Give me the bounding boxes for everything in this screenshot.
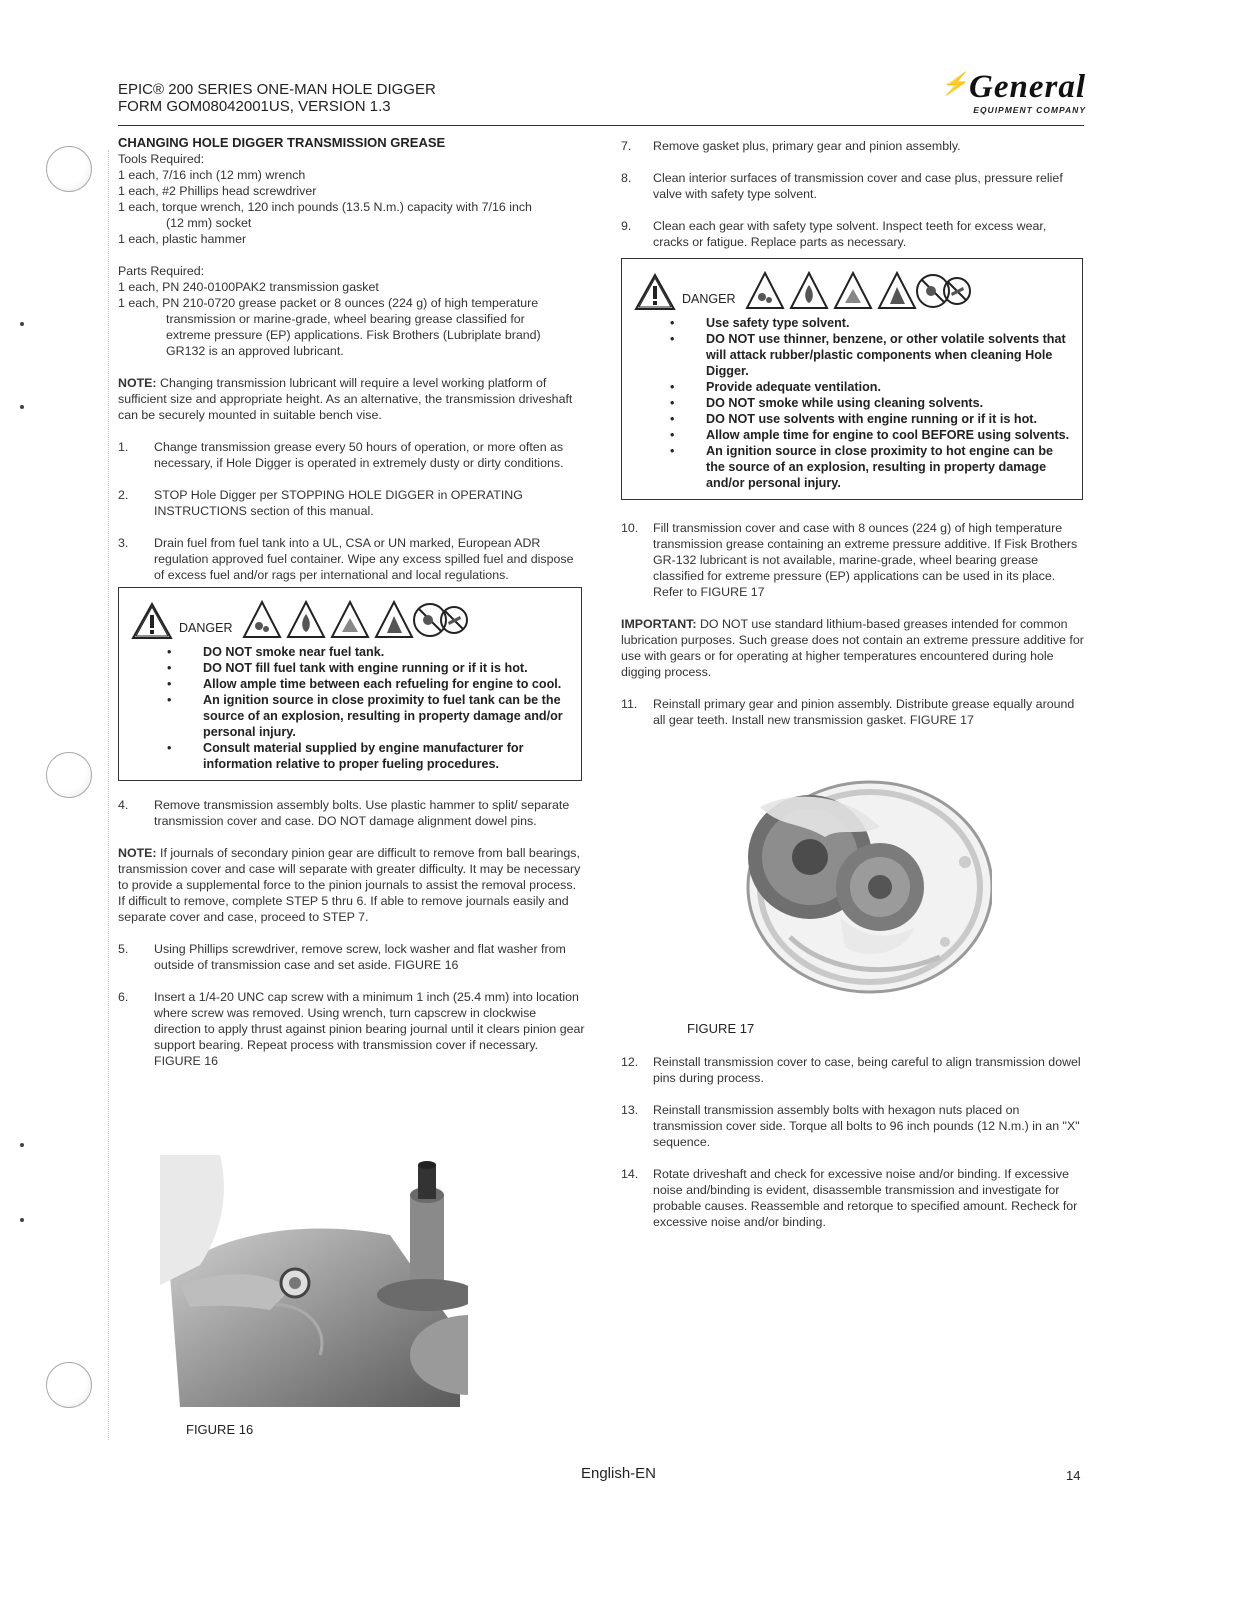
step-text: Rotate driveshaft and check for excessive noise and/or binding. If excessive noise and/binding is evident, disassemble transmission and investigate for probable causes. Reassemble and retorque to specified amount. Recheck for excessive noise and/or binding. (653, 1167, 1078, 1229)
figure-17-caption: FIGURE 17 (687, 1021, 755, 1036)
note-label: NOTE: (118, 846, 157, 860)
tools-label: Tools Required: (118, 152, 205, 166)
part-item: 1 each, PN 210-0720 grease packet or 8 ounces (224 g) of high temperature (118, 296, 539, 310)
danger-item: • DO NOT use solvents with engine running or if it is hot. (670, 411, 1070, 427)
part-item-continued: transmission or marine-grade, wheel bearing grease classified for (166, 312, 525, 326)
step-number: 2. (118, 488, 129, 502)
danger-item: • Allow ample time between each refueling for engine to cool. (167, 676, 569, 692)
logo-arrow-icon: ⚡ (940, 71, 969, 96)
left-column (118, 135, 586, 1085)
right-column (621, 138, 1084, 744)
margin-line (108, 150, 109, 1440)
step-text: Reinstall transmission assembly bolts with hexagon nuts placed on transmission cover side. Torque all bolts to 96 inch pounds (12 N.m.) in an "X" sequence. (653, 1103, 1080, 1149)
logo-subtitle: EQUIPMENT COMPANY (973, 105, 1086, 115)
important-note (621, 616, 1084, 680)
step-text: STOP Hole Digger per STOPPING HOLE DIGGER in OPERATING INSTRUCTIONS section of this manual. (154, 488, 523, 518)
step-number: 12. (621, 1055, 639, 1069)
step-number: 13. (621, 1103, 639, 1117)
note-text: Changing transmission lubricant will require a level working platform of sufficient size and appropriate height. As an alternative, the transmission driveshaft can be securely mounted in suitable bench vise. (118, 376, 573, 422)
scan-mark (20, 405, 24, 409)
figure-16-caption: FIGURE 16 (186, 1422, 254, 1437)
binder-hole-top (46, 146, 92, 192)
tool-item-continued: (12 mm) socket (166, 216, 252, 230)
step-text: Fill transmission cover and case with 8 ounces (224 g) of high temperature transmission grease containing an extreme pressure additive. If Fisk Brothers GR-132 lubricant is not available, marine-grade, wheel bearing grease classified for extreme pressure (EP) applications can be used in its place. Refer to FIGURE 17 (653, 521, 1078, 599)
step-5 (118, 941, 586, 973)
warning-triangle-icon (131, 602, 173, 640)
step-number: 9. (621, 219, 632, 233)
step-2 (118, 487, 586, 519)
danger-item: • DO NOT smoke while using cleaning solvents. (670, 395, 1070, 411)
danger-item: • DO NOT fill fuel tank with engine running or if it is hot. (167, 660, 569, 676)
step-6 (118, 989, 586, 1069)
tool-item: 1 each, torque wrench, 120 inch pounds (13.5 N.m.) capacity with 7/16 inch (118, 200, 532, 214)
header-title-line2: FORM GOM08042001US, VERSION 1.3 (118, 98, 391, 115)
note-label: NOTE: (118, 376, 157, 390)
step-text: Drain fuel from fuel tank into a UL, CSA or UN marked, European ADR regulation approved fuel container. Wipe any excess spilled fuel and dispose of excess fuel and/or rags per international and local regulations. (154, 536, 574, 582)
header-title-line1: EPIC® 200 SERIES ONE-MAN HOLE DIGGER (118, 81, 436, 98)
step-text: Clean each gear with safety type solvent. Inspect teeth for excess wear, cracks or fatigue. Replace parts as necessary. (653, 219, 1047, 249)
hazard-symbols-icon (745, 271, 971, 311)
hazard-symbols-icon (242, 600, 468, 640)
parts-label: Parts Required: (118, 264, 205, 278)
step-11 (621, 696, 1084, 728)
step-number: 4. (118, 798, 129, 812)
scan-mark (20, 1143, 24, 1147)
warning-triangle-icon (634, 273, 676, 311)
note-journals (118, 845, 586, 925)
footer-language: English-EN (580, 1465, 657, 1482)
important-text: DO NOT use standard lithium-based greases intended for common lubrication purposes. Such grease does not contain an extreme pressure additive for use with gears or for operating at higher temperatures encountered during hole digging process. (621, 617, 1084, 679)
step-number: 1. (118, 440, 129, 454)
part-item: 1 each, PN 240-0100PAK2 transmission gasket (118, 280, 379, 294)
note-text: If journals of secondary pinion gear are difficult to remove from ball bearings, transmission cover and case will separate with greater difficulty. It may be necessary to provide a supplemental force to the pinion journals to assist the removal process. If difficult to remove, complete STEP 5 thru 6. If able to remove journals easily and separate cover and case, proceed to STEP 7. (118, 846, 581, 924)
right-column-lower (621, 1054, 1084, 1246)
step-14 (621, 1166, 1084, 1230)
section-heading: CHANGING HOLE DIGGER TRANSMISSION GREASE (118, 135, 446, 150)
step-number: 3. (118, 536, 129, 550)
step-number: 7. (621, 139, 632, 153)
figure-17-photo (730, 767, 992, 999)
important-label: IMPORTANT: (621, 617, 697, 631)
tool-item: 1 each, #2 Phillips head screwdriver (118, 184, 317, 198)
part-item-continued: GR132 is an approved lubricant. (166, 344, 344, 358)
step-number: 11. (621, 697, 638, 711)
step-10 (621, 520, 1084, 600)
company-logo (926, 66, 1086, 115)
step-3 (118, 535, 586, 583)
danger-list (634, 315, 1070, 491)
note-platform (118, 375, 586, 423)
step-9 (621, 218, 1084, 250)
danger-box-solvent (621, 258, 1083, 500)
danger-item: • DO NOT use thinner, benzene, or other volatile solvents that will attack rubber/plastic components when cleaning Hole Digger. (670, 331, 1070, 379)
step-text: Reinstall primary gear and pinion assembly. Distribute grease equally around all gear teeth. Install new transmission gasket. FIGURE 17 (653, 697, 1075, 727)
binder-hole-bottom (46, 1362, 92, 1408)
step-number: 14. (621, 1167, 639, 1181)
header-rule (118, 125, 1084, 126)
scan-mark (20, 322, 24, 326)
danger-item: • Use safety type solvent. (670, 315, 1070, 331)
step-text: Clean interior surfaces of transmission cover and case plus, pressure relief valve with safety type solvent. (653, 171, 1063, 201)
step-text: Insert a 1/4-20 UNC cap screw with a minimum 1 inch (25.4 mm) into location where screw was removed. Using wrench, turn capscrew in clockwise direction to apply thrust against pinion bearing journal until it clears pinion gear support bearing. Repeat process with transmission cover if necessary. FIGURE 16 (154, 990, 585, 1068)
danger-item: • An ignition source in close proximity to fuel tank can be the source of an explosion, resulting in property damage and/or personal injury. (167, 692, 569, 740)
document-header (118, 81, 436, 115)
step-number: 5. (118, 942, 129, 956)
step-8 (621, 170, 1084, 202)
part-item-continued: extreme pressure (EP) applications. Fisk Brothers (Lubriplate brand) (166, 328, 541, 342)
step-12 (621, 1054, 1084, 1086)
step-7 (621, 138, 1084, 154)
step-number: 8. (621, 171, 632, 185)
danger-box-fuel (118, 587, 582, 781)
danger-item: • Allow ample time for engine to cool BEFORE using solvents. (670, 427, 1070, 443)
binder-hole-middle (46, 752, 92, 798)
figure-16-photo (160, 1155, 468, 1407)
logo-text: General (969, 69, 1086, 105)
danger-item: • DO NOT smoke near fuel tank. (167, 644, 569, 660)
scan-mark (20, 1218, 24, 1222)
page-number: 14 (1066, 1468, 1081, 1483)
step-13 (621, 1102, 1084, 1150)
step-4 (118, 797, 586, 829)
danger-label: DANGER (682, 292, 736, 306)
step-text: Reinstall transmission cover to case, being careful to align transmission dowel pins during process. (653, 1055, 1081, 1085)
danger-label: DANGER (179, 621, 233, 635)
step-number: 10. (621, 521, 639, 535)
step-text: Using Phillips screwdriver, remove screw, lock washer and flat washer from outside of transmission case and set aside. FIGURE 16 (154, 942, 566, 972)
step-text: Change transmission grease every 50 hours of operation, or more often as necessary, if Hole Digger is operated in extremely dusty or dirty conditions. (154, 440, 564, 470)
tool-item: 1 each, plastic hammer (118, 232, 247, 246)
danger-list (131, 644, 569, 772)
step-text: Remove gasket plus, primary gear and pinion assembly. (653, 139, 961, 153)
danger-item: • Provide adequate ventilation. (670, 379, 1070, 395)
step-text: Remove transmission assembly bolts. Use plastic hammer to split/ separate transmission cover and case. DO NOT damage alignment dowel pins. (154, 798, 570, 828)
step-1 (118, 439, 586, 471)
danger-item: • Consult material supplied by engine manufacturer for information relative to proper fueling procedures. (167, 740, 569, 772)
danger-item: • An ignition source in close proximity to hot engine can be the source of an explosion, resulting in property damage and/or personal injury. (670, 443, 1070, 491)
step-number: 6. (118, 990, 129, 1004)
tool-item: 1 each, 7/16 inch (12 mm) wrench (118, 168, 306, 182)
